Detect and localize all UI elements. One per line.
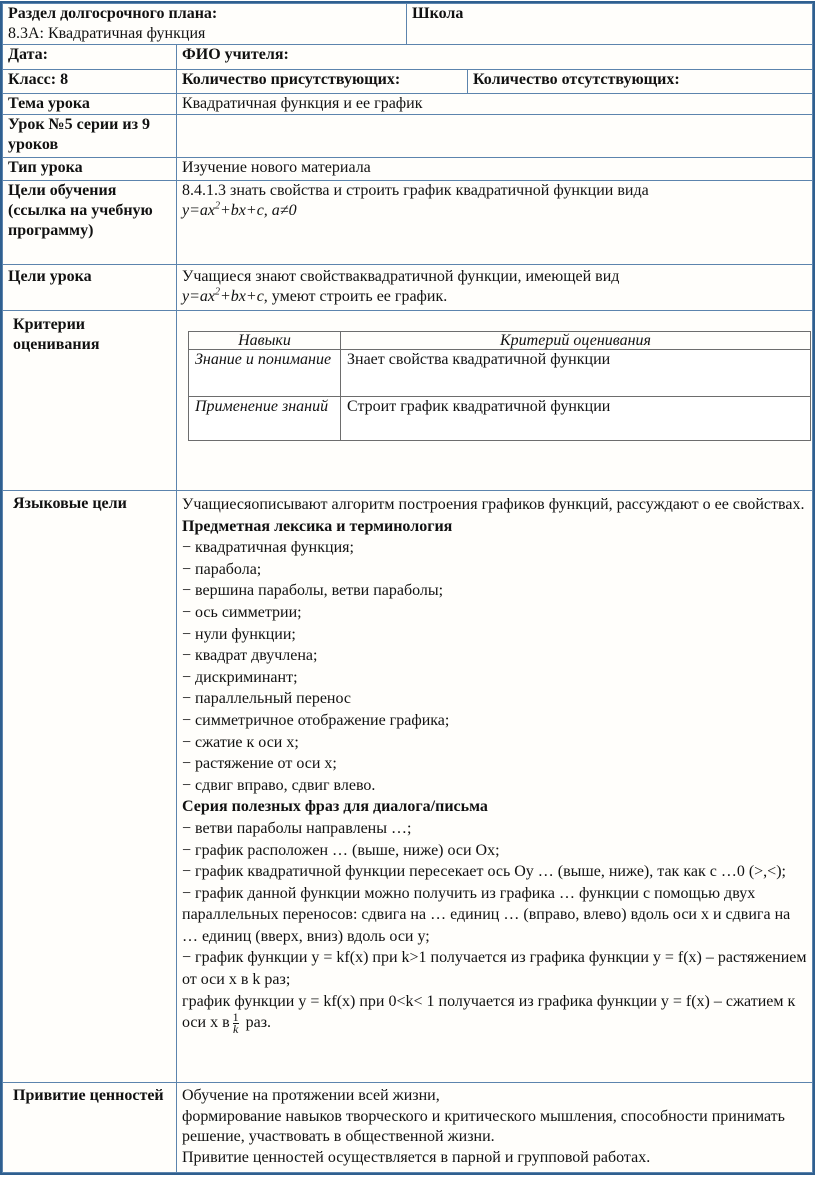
class-label: Класс: 8 [8, 71, 69, 88]
lesson-number-value-cell [177, 115, 813, 158]
vocab-item: − симметричное отображение графика; [182, 711, 450, 729]
criteria-header-row [189, 332, 811, 350]
values-line: Привитие ценностей осуществляется в парной и групповой работах. [182, 1148, 651, 1166]
lesson-plan-table [2, 3, 813, 1173]
fraction-numerator: 1 [232, 1010, 239, 1025]
teacher-cell [177, 45, 813, 70]
vocab-item: − ось симметрии; [182, 603, 302, 621]
present-label: Количество присутствующих: [182, 71, 401, 88]
criteria-label-cell [3, 311, 177, 491]
values-line: Обучение на протяжении всей жизни, [182, 1087, 440, 1104]
criteria-skill: Применение знаний [189, 397, 341, 441]
vocab-item: − квадратичная функция; [182, 539, 354, 557]
language-goals-label-cell [3, 491, 177, 1083]
lesson-goals-label: Цели урока [8, 268, 92, 285]
learning-goals-row [3, 181, 813, 265]
topic-label: Тема урока [8, 95, 90, 112]
phrase-item-last [182, 991, 807, 1036]
formula-exponent: 2 [215, 286, 220, 298]
criteria-label: Критерии оценивания [13, 316, 100, 353]
values-label-cell [3, 1083, 177, 1173]
formula-part: y=ax [182, 288, 215, 305]
lesson-type-label-cell [3, 158, 177, 181]
criteria-table-row [189, 350, 811, 397]
language-goals-label: Языковые цели [13, 495, 127, 512]
school-label: Школа [412, 5, 464, 22]
lesson-number-label: Урок №5 серии из 9 уроков [8, 116, 151, 153]
criteria-table [188, 331, 811, 441]
vocab-item: − нули функции; [182, 625, 296, 643]
lesson-type-label: Тип урока [8, 159, 83, 176]
values-value-cell [177, 1083, 813, 1173]
learning-goals-text: 8.4.1.3 знать свойства и строить график квадратичной функции вида [182, 182, 649, 199]
vocab-item: − вершина параболы, ветви параболы; [182, 582, 444, 600]
learning-goals-formula [182, 201, 807, 221]
class-attendance-row [3, 70, 813, 94]
values-row [3, 1083, 813, 1173]
phrase-text: график функции y = kf(x) при 0<k< 1 получается из графика функции y = f(x) – сжатием к оси х в [182, 992, 796, 1032]
learning-goals-value-cell [177, 181, 813, 265]
values-label: Привитие ценностей [13, 1087, 164, 1104]
topic-value-cell [177, 94, 813, 115]
lesson-type-value: Изучение нового материала [182, 159, 371, 176]
phrase-item: − график квадратичной функции пересекает ось Оу … (выше, ниже), так как с …0 (>,<); [182, 863, 786, 881]
lesson-goals-text: Учащиеся знают свойстваквадратичной функции, имеющей вид [182, 268, 620, 285]
class-cell [3, 70, 177, 94]
date-teacher-row [3, 45, 813, 70]
criteria-header-skills: Навыки [189, 332, 341, 350]
school-cell [407, 4, 813, 45]
vocab-item: − парабола; [182, 560, 262, 578]
absent-label: Количество отсутствующих: [473, 71, 680, 88]
formula-part: +bx+c [220, 288, 264, 305]
criteria-criterion: Знает свойства квадратичной функции [341, 350, 811, 397]
date-cell [3, 45, 177, 70]
fraction-one-over-k [233, 1012, 239, 1035]
present-cell [177, 70, 468, 94]
lesson-type-value-cell [177, 158, 813, 181]
vocab-item: − сжатие к оси х; [182, 733, 299, 751]
criteria-skill: Знание и понимание [189, 350, 341, 397]
lesson-goals-row [3, 265, 813, 311]
formula-part: +bx+c, a≠0 [220, 202, 297, 219]
lesson-type-row [3, 158, 813, 181]
lesson-number-row [3, 115, 813, 158]
vocab-heading: Предметная лексика и терминология [182, 517, 453, 535]
date-label: Дата: [8, 46, 48, 63]
criteria-header-criterion: Критерий оценивания [341, 332, 811, 350]
formula-part: y=ax [182, 202, 215, 219]
section-value: 8.3А: Квадратичная функция [8, 25, 206, 42]
vocab-item: − сдвиг вправо, сдвиг влево. [182, 776, 376, 794]
learning-goals-label-cell [3, 181, 177, 265]
vocab-item: − дискриминант; [182, 668, 298, 686]
criteria-criterion: Строит график квадратичной функции [341, 397, 811, 441]
vocab-item: − растяжение от оси х; [182, 755, 337, 773]
criteria-table-row [189, 397, 811, 441]
header-row [3, 4, 813, 45]
phrase-item: − график расположен … (выше, ниже) оси Ох; [182, 841, 500, 859]
lesson-plan-page [2, 3, 812, 1173]
learning-goals-label: Цели обучения (ссылка на учебную программу) [8, 182, 153, 239]
phrases-heading: Серия полезных фраз для диалога/письма [182, 798, 488, 816]
language-goals-row [3, 491, 813, 1083]
phrase-item: − график функции y = kf(x) при k>1 получается из графика функции y = f(x) – растяжением от оси х в k раз; [182, 949, 807, 989]
language-goals-intro: Учащиесяописывают алгоритм построения графиков функций, рассуждают о ее свойствах. [182, 496, 805, 513]
teacher-label: ФИО учителя: [182, 46, 289, 63]
formula-exponent: 2 [215, 200, 220, 212]
criteria-row [3, 311, 813, 491]
values-line: формирование навыков творческого и критического мышления, способности принимать решение, участвовать в общественной жизни. [182, 1107, 785, 1145]
phrase-tail: раз. [241, 1014, 272, 1032]
lesson-goals-value-cell [177, 265, 813, 311]
topic-label-cell [3, 94, 177, 115]
language-goals-value-cell [177, 491, 813, 1083]
fraction-denominator: k [232, 1022, 239, 1037]
lesson-goals-label-cell [3, 265, 177, 311]
long-term-plan-cell [3, 4, 407, 45]
lesson-number-label-cell [3, 115, 177, 158]
topic-value: Квадратичная функция и ее график [182, 95, 423, 112]
phrase-item: − ветви параболы направлены …; [182, 819, 412, 837]
absent-cell [468, 70, 813, 94]
lesson-goals-tail: , умеют строить ее график. [263, 288, 448, 305]
topic-row [3, 94, 813, 115]
vocab-item: − квадрат двучлена; [182, 647, 318, 665]
section-label: Раздел долгосрочного плана: [8, 5, 218, 22]
lesson-goals-formula-line [182, 287, 807, 307]
phrase-item: − график данной функции можно получить из графика … функции с помощью двух параллельных переносов: сдвига на … единиц … (вправо, влево) вдоль оси х и сдвига на … единиц (вверх, вниз) вдоль оси у; [182, 884, 791, 945]
vocab-item: − параллельный перенос [182, 690, 351, 708]
criteria-value-cell [177, 311, 813, 491]
